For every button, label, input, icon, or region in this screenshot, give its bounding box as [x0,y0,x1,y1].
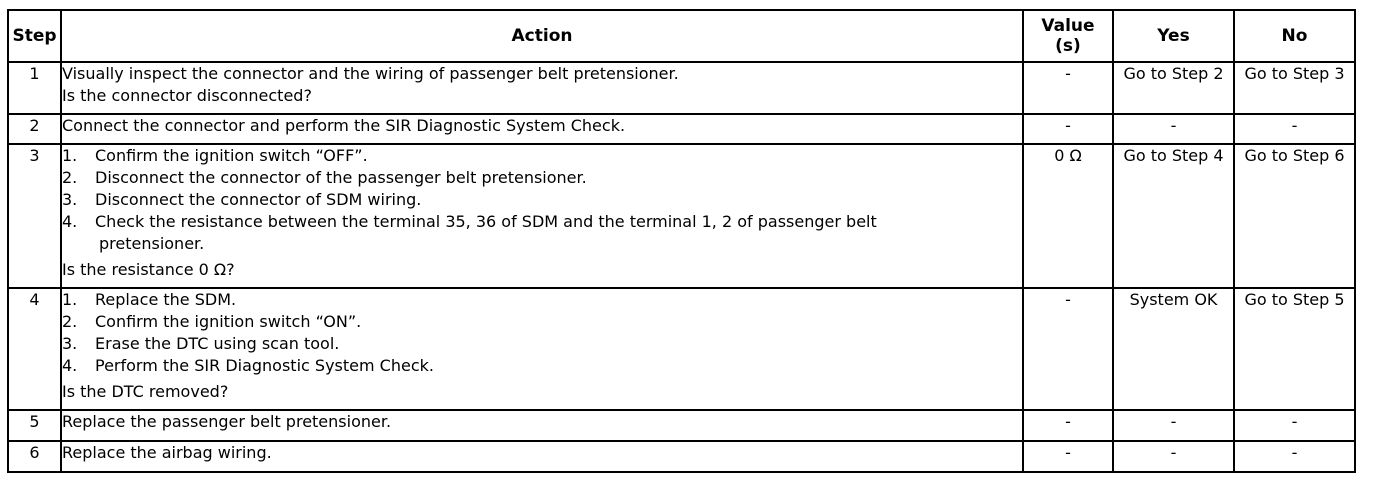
value-cell: - [1023,288,1113,410]
list-item [62,145,1022,167]
value-cell: - [1023,114,1113,144]
list-item [62,211,1022,255]
no-label: Go to Step 5 [1244,290,1345,309]
no-cell: - [1234,441,1355,472]
value-cell: - [1023,441,1113,472]
step-cell: 4 [8,288,61,410]
action-cell [61,441,1023,472]
action-cell [61,62,1023,114]
value-cell: 0 Ω [1023,144,1113,288]
action-text: Replace the passenger belt pretensioner. [62,412,392,431]
no-cell: - [1234,410,1355,441]
action-question: Is the connector disconnected? [62,86,312,105]
list-item-number: 4. [62,212,78,231]
list-item-text: Disconnect the connector of the passenger belt pretensioner. [95,168,587,187]
list-item-number: 2. [62,168,78,187]
list-item-text: Perform the SIR Diagnostic System Check. [95,356,434,375]
table-row [8,62,1355,114]
table-row [8,144,1355,288]
list-item [62,189,1022,211]
no-cell: - [1234,114,1355,144]
yes-label: Go to Step 2 [1123,64,1224,83]
action-text: Connect the connector and perform the SIR Diagnostic System Check. [62,116,626,135]
action-cell [61,410,1023,441]
diagnostic-table [7,9,1356,473]
header-action: Action [61,10,1023,62]
table-row [8,114,1355,144]
table-header-row [8,10,1355,62]
table-row [8,441,1355,472]
yes-label: Go to Step 4 [1123,146,1224,165]
yes-label: System OK [1129,290,1218,309]
no-cell [1234,288,1355,410]
list-item-text: Replace the SDM. [95,290,237,309]
list-item [62,167,1022,189]
action-steps-list [62,145,1022,255]
no-cell [1234,144,1355,288]
list-item [62,311,1022,333]
list-item-number: 2. [62,312,78,331]
yes-cell: - [1113,410,1234,441]
no-cell [1234,62,1355,114]
action-text: Replace the airbag wiring. [62,443,272,462]
table-row [8,410,1355,441]
action-cell [61,144,1023,288]
list-item [62,333,1022,355]
yes-cell: - [1113,114,1234,144]
header-value-label: Value (s) [1041,16,1095,56]
header-yes: Yes [1113,10,1234,62]
header-no: No [1234,10,1355,62]
action-cell [61,114,1023,144]
yes-cell: - [1113,441,1234,472]
list-item-text: Check the resistance between the terminal 35, 36 of SDM and the terminal 1, 2 of passenger belt [95,212,877,231]
table-row [8,288,1355,410]
diagnostic-document [7,9,1356,473]
action-steps-list [62,289,1022,377]
list-item-text: Erase the DTC using scan tool. [95,334,340,353]
action-text: Visually inspect the connector and the wiring of passenger belt pretensioner. [62,64,679,83]
step-cell: 3 [8,144,61,288]
value-cell: - [1023,62,1113,114]
action-cell [61,288,1023,410]
header-step: Step [8,10,61,62]
action-question: Is the resistance 0 Ω? [62,260,235,279]
no-label: Go to Step 3 [1244,64,1345,83]
yes-cell [1113,62,1234,114]
list-item-continuation: pretensioner. [99,234,205,253]
step-cell: 6 [8,441,61,472]
yes-cell [1113,144,1234,288]
list-item-number: 4. [62,356,78,375]
step-cell: 2 [8,114,61,144]
step-cell: 1 [8,62,61,114]
list-item-number: 3. [62,190,78,209]
list-item-number: 1. [62,146,78,165]
header-value [1023,10,1113,62]
no-label: Go to Step 6 [1244,146,1345,165]
list-item-number: 3. [62,334,78,353]
action-question: Is the DTC removed? [62,382,229,401]
list-item-text: Confirm the ignition switch “OFF”. [95,146,368,165]
list-item [62,289,1022,311]
yes-cell [1113,288,1234,410]
value-cell: - [1023,410,1113,441]
list-item-number: 1. [62,290,78,309]
list-item-text: Confirm the ignition switch “ON”. [95,312,362,331]
list-item [62,355,1022,377]
step-cell: 5 [8,410,61,441]
list-item-text: Disconnect the connector of SDM wiring. [95,190,422,209]
